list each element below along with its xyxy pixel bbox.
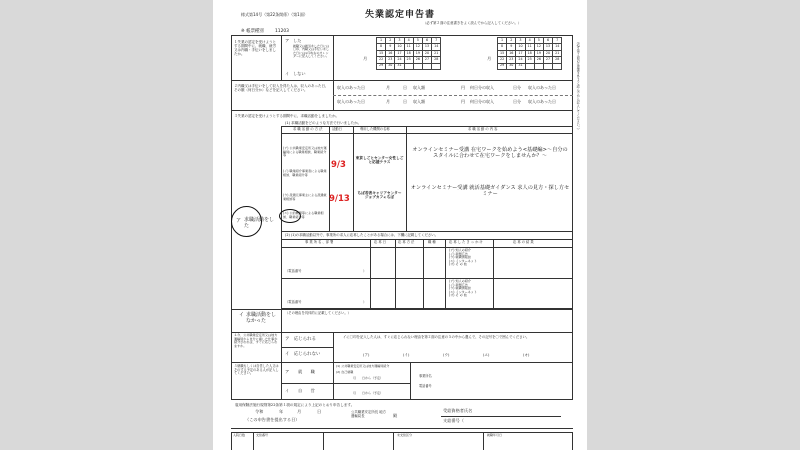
q1-question: １失業の認定を受けようとする期間中に、就職、就労又は内職・手伝いをしましたか。: [234, 40, 276, 57]
footer-submit-note: （この申告書を提出する日）: [245, 417, 300, 422]
col-company-header: 事 業 所 名 、部 署: [305, 240, 334, 244]
q4-choice-i[interactable]: (イ): [403, 353, 410, 357]
entry-2-date: 9/13: [329, 194, 350, 204]
trigger-list-1: (ア) 知人の紹介 (イ) 新聞広告 (ウ) 就職情報誌 (エ) インターネット (オ) そ の 他: [449, 248, 477, 267]
entry-1-date: 9/3: [331, 160, 346, 170]
method-u: (ウ) 派遣元事業主による派遣就業相談等: [283, 193, 327, 201]
col-trigger-header: 応 募 し た き っ か け: [449, 240, 483, 244]
ledger-number: 11203: [275, 29, 289, 34]
col-method-header: 求 職 活 動 の 方 法: [293, 127, 323, 131]
q2-amount-label-2: 収入額: [413, 99, 425, 104]
q2-amount-label: 収入額: [413, 85, 425, 90]
entry-2-content: オンラインセミナー受講 就活基礎ガイダンス 求人の見方・探し方セミナー: [410, 185, 570, 197]
strip-label-4: 就職年月日: [487, 433, 503, 437]
q4-option-a-mark: ア: [285, 337, 290, 342]
q4-choice-u[interactable]: (ウ): [443, 353, 450, 357]
q2-days-label: 何日分の収入: [470, 85, 494, 90]
q3-option-a-circle-mark: [231, 206, 262, 237]
q5-option-a[interactable]: 就 職: [298, 369, 315, 374]
q2-yen: 円: [461, 85, 465, 90]
q4-option-i[interactable]: 応じられない: [294, 352, 321, 357]
q4-choice-o[interactable]: (オ): [523, 353, 530, 357]
q4-choice-a[interactable]: (ア): [363, 353, 370, 357]
q1-option-a-detail: 就職又は就労をした日には〇印、内職又は手伝いをした日には×印を右のカレンダーに記入してください。: [293, 44, 330, 59]
q3-option-i[interactable]: 求職活動をしなかった: [246, 312, 277, 324]
q5-detail-2: (2) 自己就職: [336, 370, 354, 374]
office-suffix: 殿: [393, 413, 398, 418]
method-a: (ア) 公共職業安定所又は地方運輸局による職業相談、職業紹介等: [283, 146, 327, 158]
q5-company-label: 事業所名: [419, 374, 432, 378]
q1-month-label-1: 月: [363, 56, 368, 61]
q1-option-i[interactable]: しない: [293, 71, 306, 76]
phone-close-1: ）: [363, 269, 367, 273]
benefit-number-label: 支給番号（: [443, 418, 464, 423]
entry-1-content: オンラインセミナー受講 在宅ワークを始めよう<基礎編>〜自分のスタイルに合わせて在宅ワークをしませんか？〜: [412, 147, 568, 159]
q3-question: ３失業の認定を受けようとする期間中に、求職活動をしましたか。: [234, 114, 339, 118]
q4-option-i-mark: イ: [285, 352, 290, 357]
q2-days-label-2: 何日分の収入: [470, 99, 494, 104]
entry-1-org: 東京しごとセンター女性しごと応援テラス: [355, 156, 404, 165]
q5-detail-date: 月 日から（予定）: [353, 376, 384, 380]
q4-note: イに〇印を記入した人は、すぐに応じられない理由を第２面の注意の５の中から選んで、その記号を〇で囲んでください。: [343, 335, 530, 339]
strip-label-2: 支給番号: [256, 433, 269, 437]
q5-option-i[interactable]: 自 営: [298, 388, 315, 393]
footer-day: 日: [317, 409, 322, 414]
q4-option-a[interactable]: 応じられる: [294, 337, 316, 342]
applicant-name-label: 受給資格者氏名: [443, 408, 473, 413]
method-i: (イ) 職業紹介事業者による職業相談、職業紹介等: [283, 169, 327, 177]
col-apply-method-header: 応 募 方 法: [398, 240, 415, 244]
q2-day: 日: [403, 85, 407, 90]
method-e-circle-mark: [279, 209, 301, 223]
apply-table: [281, 239, 573, 309]
calendar-month-1: 1 2 3 4 5 6 7 8 9 10 11 12 13 14 15 16 17 18 19 20 21 22 23 24 25 26 27 28 29 30 31: [376, 37, 441, 70]
q5-detail-1: (1) 公共職業安定所又は地方運輸局紹介: [336, 364, 390, 368]
col-job-header: 職 種: [428, 240, 436, 244]
q2-month-2: 月: [386, 99, 390, 104]
form-title: 失業認定申告書: [365, 10, 436, 20]
col-org-header: 利用した機関の名称: [360, 127, 390, 131]
q5-phone-label: 電話番号: [419, 384, 432, 388]
law-text: 雇用保険法施行規則第22条第１項の規定により上記のとおり申告します。: [235, 403, 355, 407]
trigger-list-2: (ア) 知人の紹介 (イ) 新聞広告 (ウ) 就職情報誌 (エ) インターネット (オ) そ の 他: [449, 279, 477, 298]
phone-close-2: ）: [363, 300, 367, 304]
q4-choice-e[interactable]: (エ): [483, 353, 490, 357]
q5-question: ５就職もしくは自営した人又はそのする予定のある人が記入してください。: [234, 364, 279, 376]
q2-income-day-label-2: 収入のあった日: [337, 99, 365, 104]
margin-note: （必ず第２面の注意書きをよく読んでから記入してください。）: [575, 40, 580, 132]
col-result-header: 応 募 の 結 果: [513, 240, 534, 244]
form-note: （必ず第２面の注意書きをよく読んでから記入してください。）: [423, 21, 522, 25]
q1-option-i-mark: イ: [285, 71, 290, 76]
q2-yen-2: 円: [461, 99, 465, 104]
calendar-month-2: 1 2 3 4 5 6 7 8 9 10 11 12 13 14 15 16 17 18 19 20 21 22 23 24 25 26 27 28 29 30 31: [497, 37, 562, 70]
footer-year: 年: [279, 409, 284, 414]
form-code: 様式第14号（第22条関係）（第1面）: [241, 12, 308, 17]
q2-question: ２内職又は手伝いをして収入を得た人は、収入のあった日、その額（何日分か）などを記入してください。: [234, 84, 329, 93]
q2-days-unit: 日分: [513, 85, 521, 90]
col-apply-date-header: 応 募 日: [374, 240, 386, 244]
q3-option-i-mark: イ: [239, 312, 245, 318]
ledger-label: ※ 帳票種別: [241, 29, 264, 34]
office-label: 公共職業安定所長 地方運輸局長: [351, 410, 386, 418]
q2-day-2: 日: [403, 99, 407, 104]
phone-label-1: （電話番号: [285, 269, 302, 273]
q2-income-day-label: 収入のあった日: [337, 85, 365, 90]
method-e: (エ) 公的機関等による職業相談、職業紹介等: [283, 211, 324, 219]
q2-month: 月: [386, 85, 390, 90]
claim-form-page: [213, 0, 587, 450]
footer-month: 月: [297, 409, 302, 414]
col-content-header: 求 職 活 動 の 内 容: [468, 127, 498, 131]
q2-income-day-label-r2: 収入のあった日: [528, 99, 556, 104]
q4-question: ４今、公共職業安定所又は地方運輸局から自分に適した仕事が紹介されれば、すぐに応じられますか。: [234, 333, 278, 348]
q3-option-a[interactable]: 求職活動をした: [244, 217, 275, 229]
footer-era: 令和: [255, 409, 264, 414]
q2-days-unit-2: 日分: [513, 99, 521, 104]
entry-2-org: ちば若者キャリアセンタージョブカフェちば: [357, 191, 402, 200]
q1-option-a-mark: ア: [285, 38, 290, 43]
q1-month-label-2: 月: [487, 56, 492, 61]
q3-sub1: (1) 求職活動をどのような方法で行いましたか。: [285, 121, 362, 125]
strip-label-1: 入院日数: [233, 433, 246, 437]
col-date-header: 活動日: [332, 127, 342, 131]
q2-income-day-label-r: 収入のあった日: [528, 85, 556, 90]
q1-option-a[interactable]: した: [293, 38, 302, 43]
q5-option-a-mark: ア: [285, 369, 290, 374]
phone-label-2: （電話番号: [285, 300, 302, 304]
q3-option-i-note: （その理由を具体的に記載してください。）: [285, 311, 351, 315]
q5-option-i-mark: イ: [285, 388, 290, 393]
q3-option-a-mark: ア: [236, 218, 242, 224]
q5-detail-date-2: 月 日から（予定）: [353, 391, 384, 395]
q3-sub2: (2) (1)の求職活動以外で、事業所の求人に応募したことがある場合には、下欄に記載してください。: [285, 233, 439, 237]
strip-label-3: 未支給区分: [397, 433, 413, 437]
